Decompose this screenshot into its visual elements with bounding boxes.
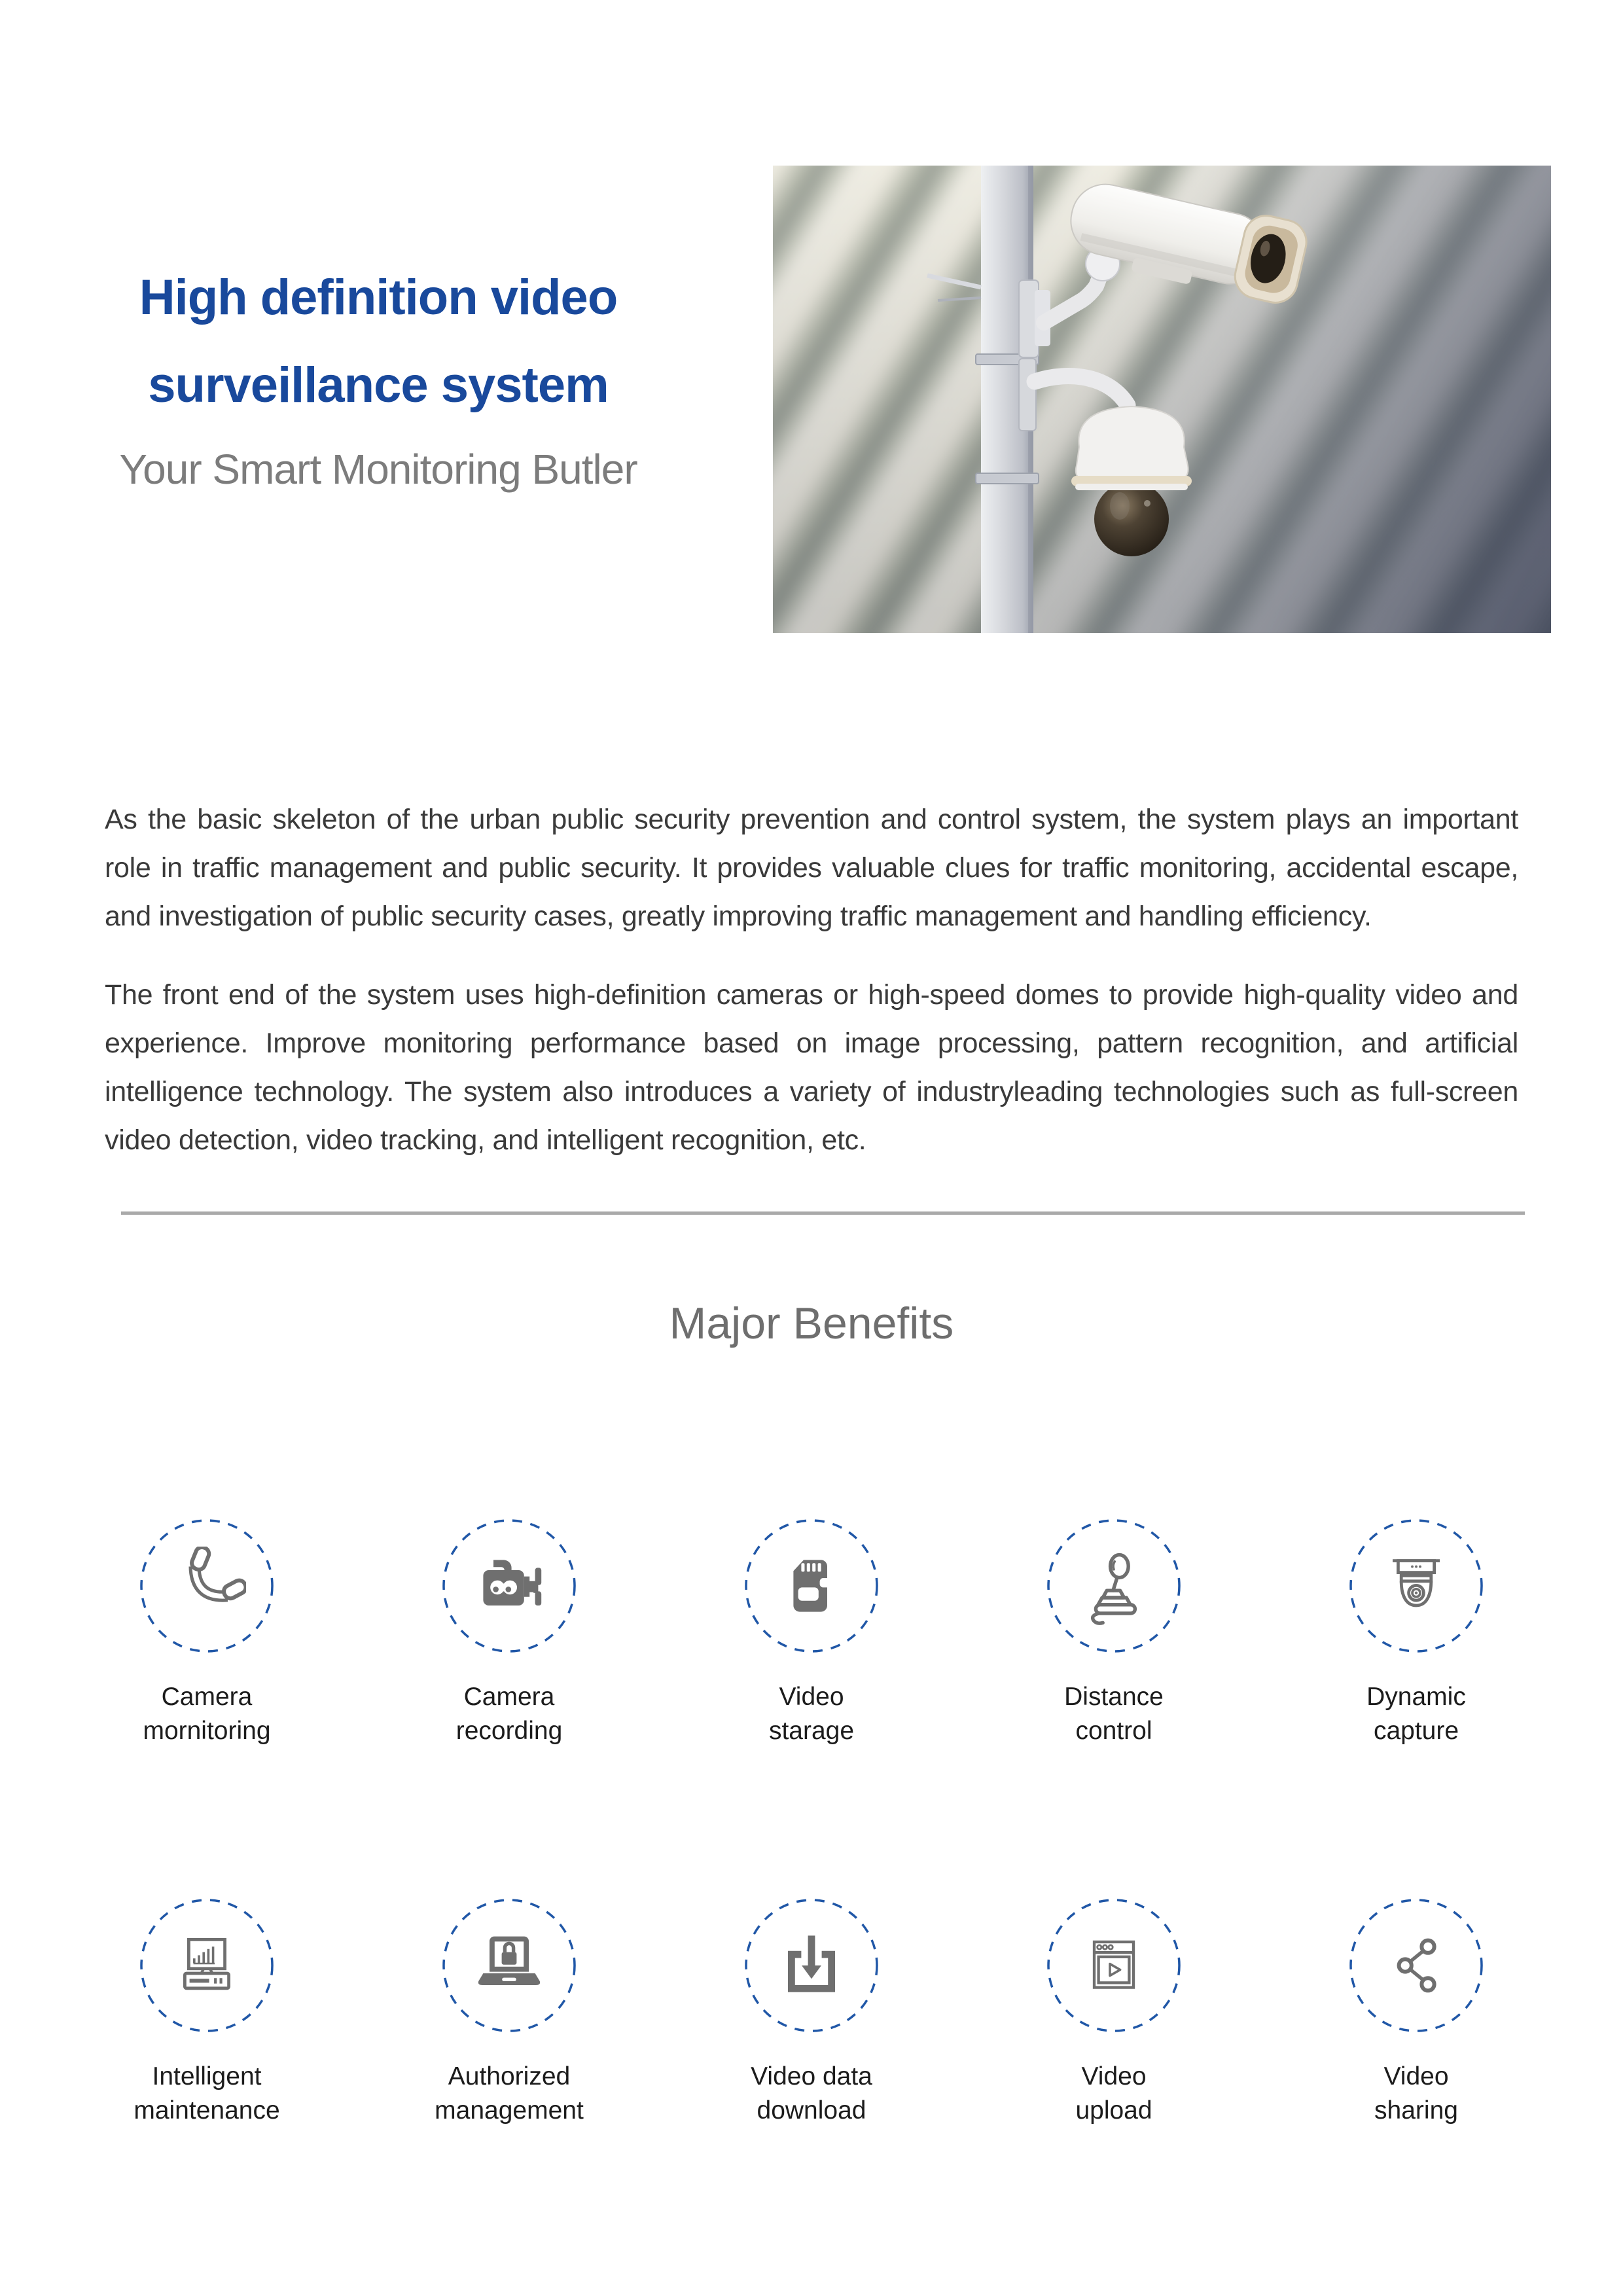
benefit-video-sharing <box>1334 1897 1499 2128</box>
download-tray-icon <box>743 1897 880 2034</box>
benefit-camera-recording <box>427 1518 592 1748</box>
benefit-label: Video data download <box>751 2062 872 2125</box>
benefit-video-upload <box>1031 1897 1196 2128</box>
benefit-label: Video sharing <box>1374 2062 1458 2125</box>
page-title-line1: High definition video <box>139 270 618 325</box>
page-title <box>58 254 699 429</box>
joystick-icon <box>1046 1518 1182 1654</box>
benefits-row-2 <box>0 1897 1623 2128</box>
sd-card-icon <box>743 1518 880 1654</box>
benefit-label: Authorized management <box>435 2062 584 2125</box>
dome-camera-icon <box>1348 1518 1484 1654</box>
benefit-dynamic-capture <box>1334 1518 1499 1748</box>
dome-camera <box>1019 359 1192 556</box>
share-nodes-icon <box>1348 1897 1484 2034</box>
laptop-lock-icon <box>441 1897 577 2034</box>
section-divider <box>121 1211 1525 1215</box>
benefit-label: Video upload <box>1075 2062 1152 2125</box>
page-subtitle: Your Smart Monitoring Butler <box>119 446 637 493</box>
benefit-label: Camera mornitoring <box>143 1683 271 1745</box>
phone-handset-icon <box>139 1518 275 1654</box>
hero-section <box>0 0 1623 633</box>
video-camera-icon <box>441 1518 577 1654</box>
benefits-heading: Major Benefits <box>669 1299 954 1348</box>
camera-pole-illustration <box>773 166 1551 633</box>
benefit-video-storage <box>729 1518 894 1748</box>
video-window-icon <box>1046 1897 1182 2034</box>
page-title-line2: surveillance system <box>148 357 609 413</box>
benefit-camera-monitoring <box>124 1518 289 1748</box>
bullet-camera-mount <box>1019 247 1120 357</box>
benefit-video-data-download <box>729 1897 894 2128</box>
intro-paragraph-1: As the basic skeleton of the urban public security prevention and control system, the system plays an important role in traffic management and public security. It provides valuable clues for traffic monitoring, accidental escape, and investigation of public security cases, greatly improving traffic management and handling efficiency. <box>105 804 1518 932</box>
benefit-label: Intelligent maintenance <box>134 2062 280 2125</box>
benefits-row-1 <box>0 1518 1623 1748</box>
benefit-label: Camera recording <box>455 1683 563 1745</box>
benefits-section <box>0 1299 1623 2128</box>
benefit-label: Distance control <box>1064 1683 1164 1745</box>
benefit-label: Video starage <box>768 1683 855 1745</box>
hero-text <box>58 254 699 492</box>
computer-chart-icon <box>139 1897 275 2034</box>
benefit-distance-control <box>1031 1518 1196 1748</box>
benefit-intelligent-maintenance <box>124 1897 289 2128</box>
benefit-authorized-management <box>427 1897 592 2128</box>
benefit-label: Dynamic capture <box>1366 1683 1466 1745</box>
intro-paragraph-2: The front end of the system uses high-definition cameras or high-speed domes to provide high-quality video and experience. Improve monitoring performance based on image processing, pattern recognition, and artificial intelligence technology. The system also introduces a variety of industryleading technologies such as full-screen video detection, video tracking, and intelligent recognition, etc. <box>105 979 1518 1156</box>
surveillance-photo <box>773 166 1551 633</box>
intro-section <box>105 633 1518 1164</box>
